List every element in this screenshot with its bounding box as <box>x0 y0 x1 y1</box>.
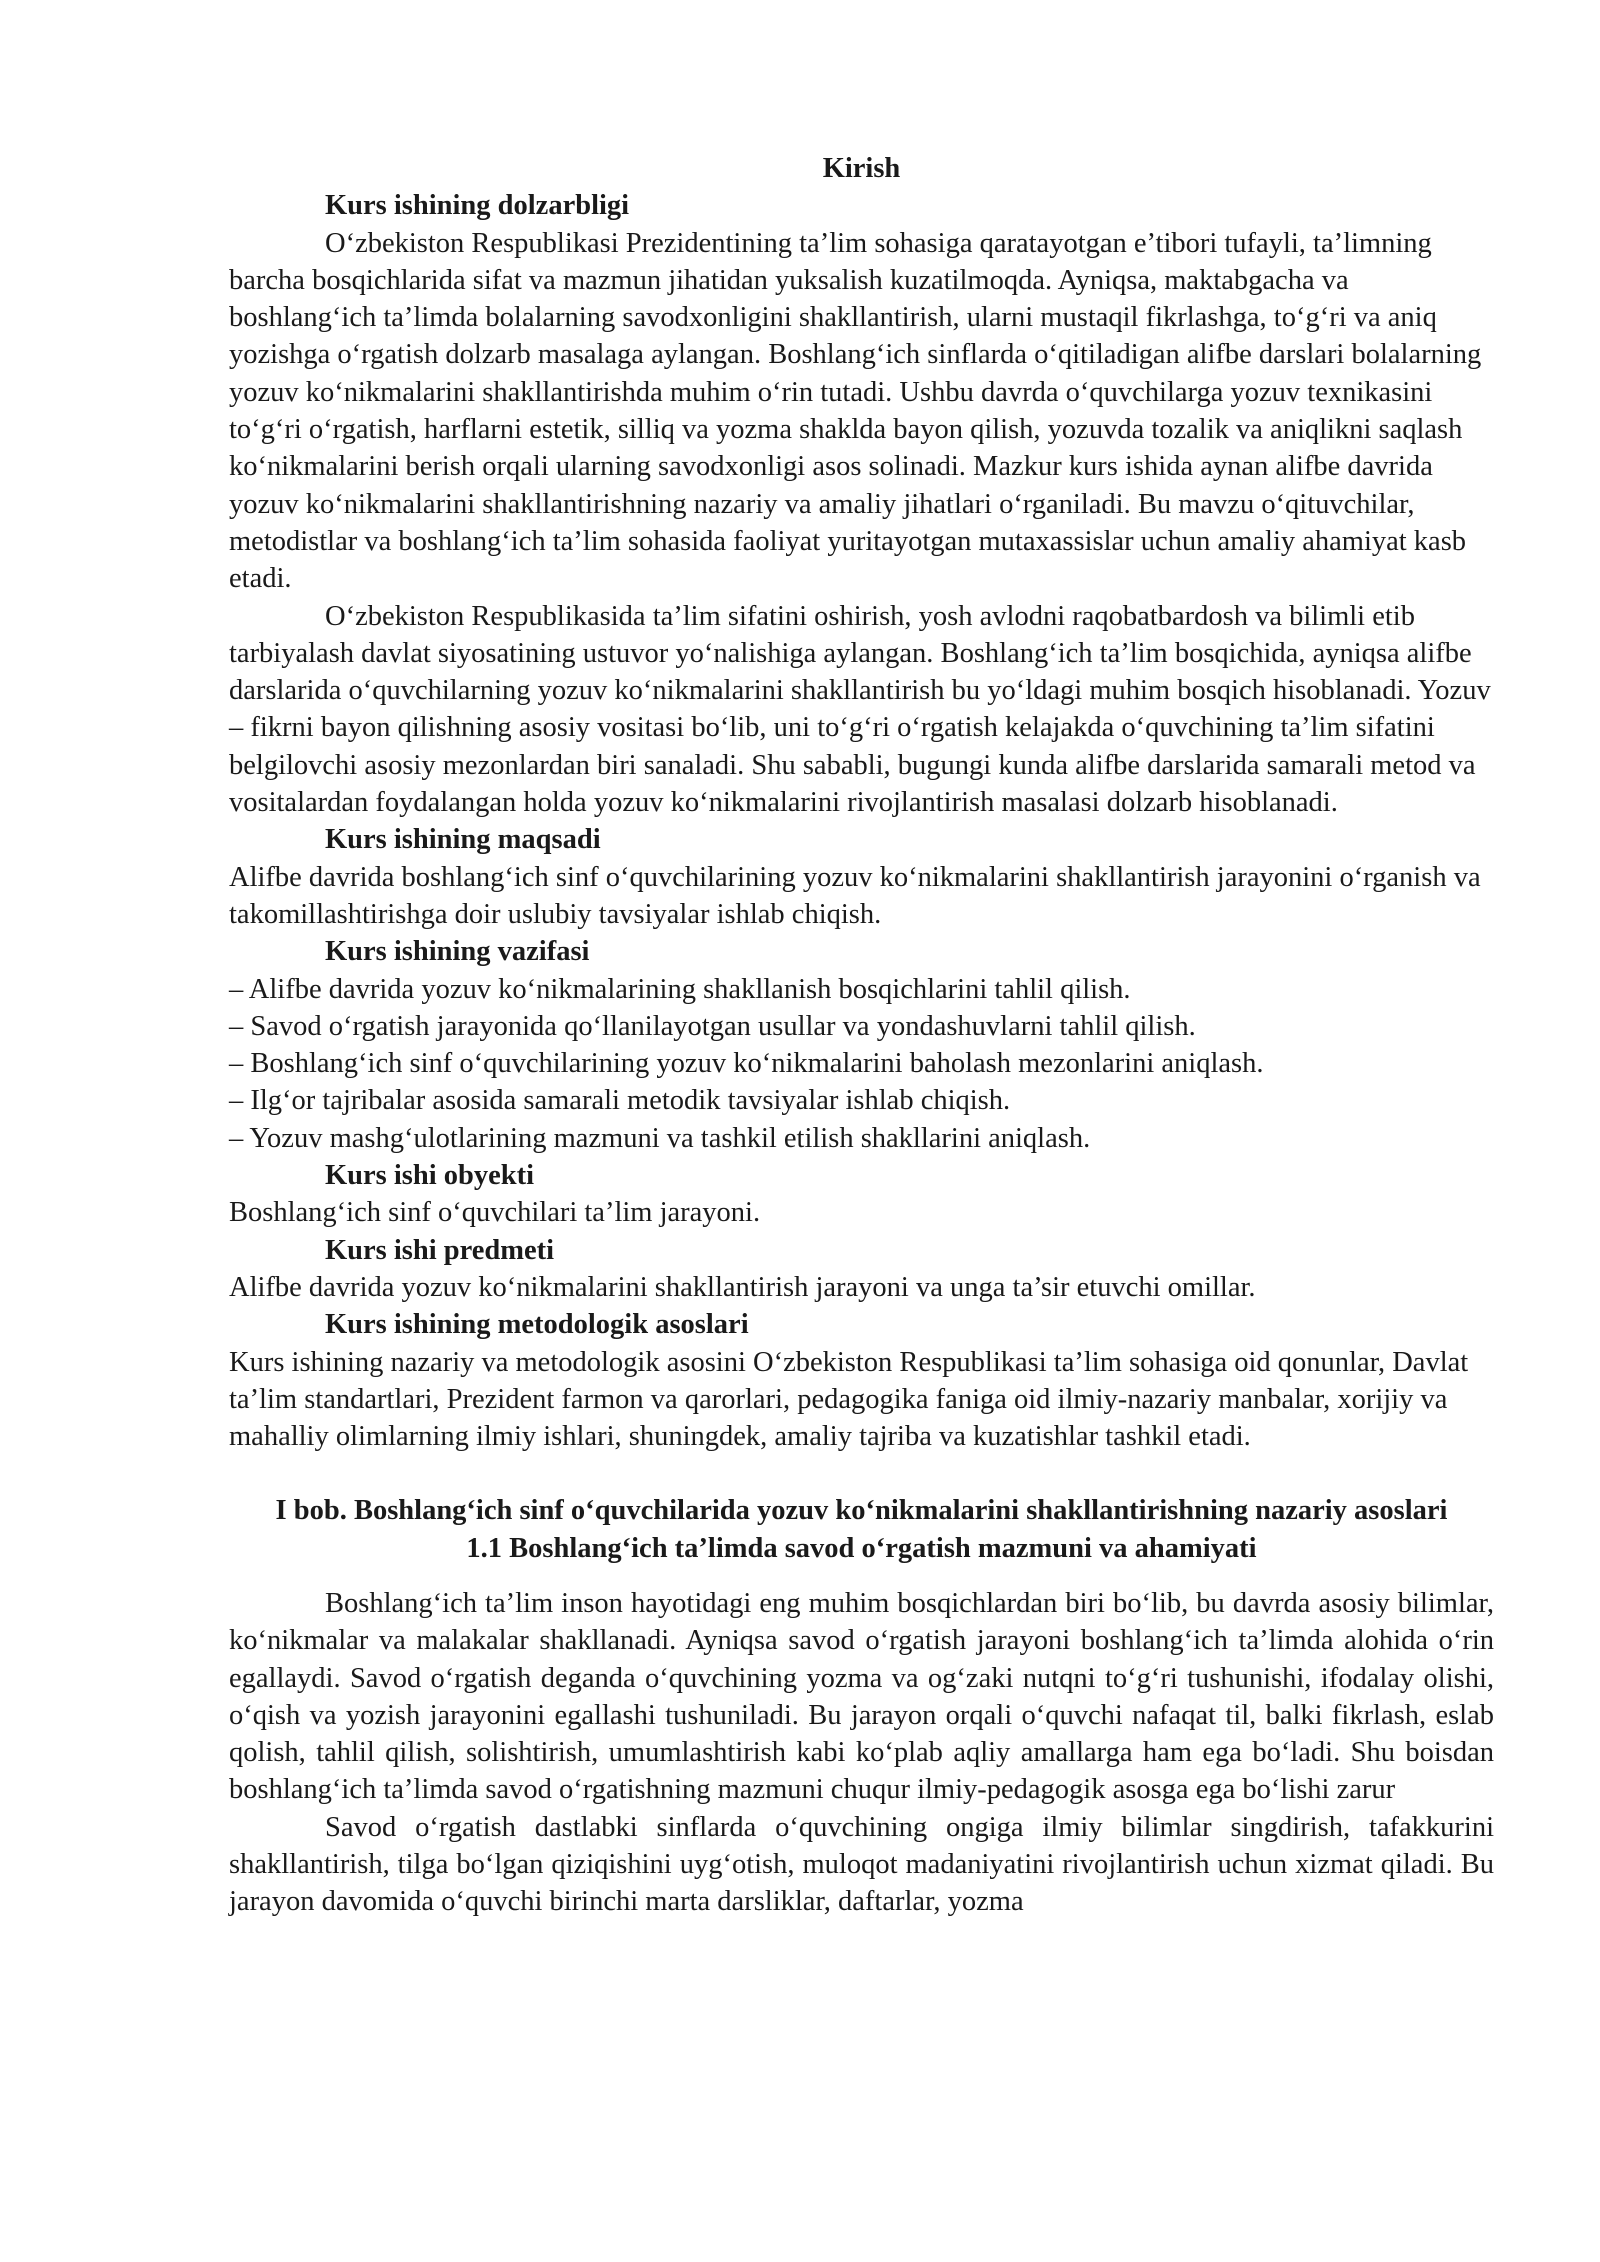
section-paragraph-1: Boshlang‘ich ta’lim inson hayotidagi eng muhim bosqichlardan biri bo‘lib, bu davrda asosiy bilimlar, ko‘nikmalar va malakalar shakllanadi. Ayniqsa savod o‘rgatish jarayoni boshlang‘ich ta’limda alohida o‘rin egallaydi. Savod o‘rgatish deganda o‘quvchining yozma va og‘zaki nutqni to‘g‘ri tushunishi, ifodalay olishi, o‘qish va yozish jarayonini egallashi tushuniladi. Bu jarayon orqali o‘quvchi nafaqat til, balki fikrlash, eslab qolish, tahlil qilish, solishtirish, umumlashtirish kabi ko‘plab aqliy amallarga ham ega bo‘ladi. Shu boisdan boshlang‘ich ta’limda savod o‘rgatishning mazmuni chuqur ilmiy-pedagogik asosga ega bo‘lishi zarur <box>229 1587 1494 1806</box>
tasks-heading: Kurs ishining vazifasi <box>325 936 590 968</box>
methodology-text: Kurs ishining nazariy va metodologik asosini O‘zbekiston Respublikasi ta’lim sohasiga oid qonunlar, Davlat ta’lim standartlari, Prezident farmon va qarorlari, pedagogika faniga oid ilmiy-nazariy manbalar, xorijiy va mahalliy olimlarning ilmiy ishlari, shuningdek, amaliy tajriba va kuzatishlar tashkil etadi. <box>229 1346 1469 1453</box>
goal-text: Alifbe davrida boshlang‘ich sinf o‘quvchilarining yozuv ko‘nikmalarini shakllantirish jarayonini o‘rganish va takomillashtirishga doir uslubiy tavsiyalar ishlab chiqish. <box>229 861 1481 930</box>
tasks-list <box>229 971 1494 1157</box>
list-item: – Yozuv mashg‘ulotlarining mazmuni va tashkil etilish shakllarini aniqlash. <box>229 1122 1091 1154</box>
object-text: Boshlang‘ich sinf o‘quvchilari ta’lim jarayoni. <box>229 1197 761 1229</box>
section-title: 1.1 Boshlang‘ich ta’limda savod o‘rgatish mazmuni va ahamiyati <box>466 1532 1257 1564</box>
section-spacer <box>229 1567 1494 1585</box>
relevance-heading: Kurs ishining dolzarbligi <box>325 190 630 222</box>
list-item: – Boshlang‘ich sinf o‘quvchilarining yozuv ko‘nikmalarini baholash mezonlarini aniqlash. <box>229 1048 1264 1080</box>
document-page <box>229 150 1494 1921</box>
subject-text: Alifbe davrida yozuv ko‘nikmalarini shakllantirish jarayoni va unga ta’sir etuvchi omillar. <box>229 1271 1256 1303</box>
chapter-title: I bob. Boshlang‘ich sinf o‘quvchilarida yozuv ko‘nikmalarini shakllantirishning nazariy asoslari <box>275 1495 1448 1527</box>
section-paragraph-2: Savod o‘rgatish dastlabki sinflarda o‘quvchining ongiga ilmiy bilimlar singdirish, tafakkurini shakllantirish, tilga bo‘lgan qiziqishini uyg‘otish, muloqot madaniyatini rivojlantirish uchun xizmat qiladi. Bu jarayon davomida o‘quvchi birinchi marta darsliklar, daftarlar, yozma <box>229 1811 1494 1918</box>
list-item: – Ilg‘or tajribalar asosida samarali metodik tavsiyalar ishlab chiqish. <box>229 1085 1011 1117</box>
list-item: – Savod o‘rgatish jarayonida qo‘llanilayotgan usullar va yondashuvlarni tahlil qilish. <box>229 1010 1196 1042</box>
methodology-heading: Kurs ishining metodologik asoslari <box>325 1309 749 1341</box>
goal-heading: Kurs ishining maqsadi <box>325 824 601 856</box>
list-item: – Alifbe davrida yozuv ko‘nikmalarining shakllanish bosqichlarini tahlil qilish. <box>229 973 1131 1005</box>
object-heading: Kurs ishi obyekti <box>325 1160 535 1192</box>
intro-title: Kirish <box>822 153 901 184</box>
relevance-paragraph-1: O‘zbekiston Respublikasi Prezidentining ta’lim sohasiga qaratayotgan e’tibori tufayli, ta’limning barcha bosqichlarida sifat va mazmun jihatidan yuksalish kuzatilmoqda. Ayniqsa, maktabgacha va boshlang‘ich ta’limda bolalarning savodxonligini shakllantirish, ularni mustaqil fikrlashga, to‘g‘ri va aniq yozishga o‘rgatish dolzarb masalaga aylangan. Boshlang‘ich sinflarda o‘qitiladigan alifbe darslari bolalarning yozuv ko‘nikmalarini shakllantirishda muhim o‘rin tutadi. Ushbu davrda o‘quvchilarga yozuv texnikasini to‘g‘ri o‘rgatish, harflarni estetik, silliq va yozma shaklda bayon qilish, yozuvda tozalik va aniqlikni saqlash ko‘nikmalarini berish orqali ularning savodxonligi asos solinadi. Mazkur kurs ishida aynan alifbe davrida yozuv ko‘nikmalarini shakllantirishning nazariy va amaliy jihatlari o‘rganiladi. Bu mavzu o‘qituvchilar, metodistlar va boshlang‘ich ta’lim sohasida faoliyat yuritayotgan mutaxassislar uchun amaliy ahamiyat kasb etadi. <box>229 227 1482 595</box>
subject-heading: Kurs ishi predmeti <box>325 1234 555 1266</box>
relevance-paragraph-2: O‘zbekiston Respublikasida ta’lim sifatini oshirish, yosh avlodni raqobatbardosh va bilimli etib tarbiyalash davlat siyosatining ustuvor yo‘nalishiga aylangan. Boshlang‘ich ta’lim bosqichida, ayniqsa alifbe darslarida o‘quvchilarning yozuv ko‘nikmalarini shakllantirish bu yo‘ldagi muhim bosqich hisoblanadi. Yozuv – fikrni bayon qilishning asosiy vositasi bo‘lib, uni to‘g‘ri o‘rgatish kelajakda o‘quvchining ta’lim sifatini belgilovchi asosiy mezonlardan biri sanaladi. Shu sababli, bugungi kunda alifbe darslarida samarali metod va vositalardan foydalangan holda yozuv ko‘nikmalarini rivojlantirish masalasi dolzarb hisoblanadi. <box>229 600 1491 819</box>
